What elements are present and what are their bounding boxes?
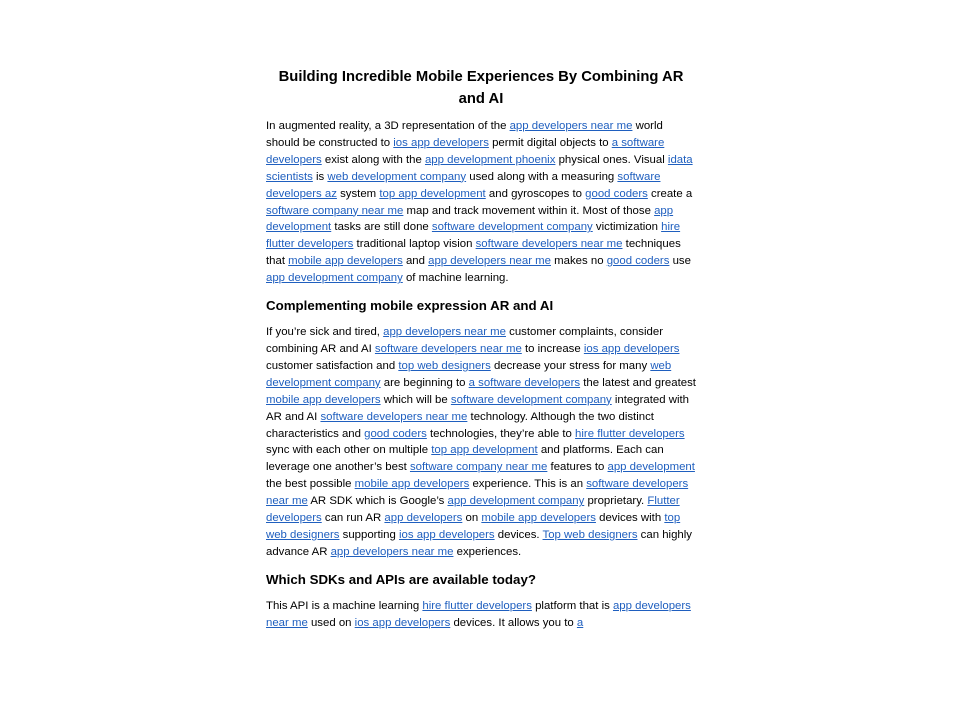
inline-link[interactable]: software developers near me [266,478,689,508]
paragraph-text: exist along with the [321,153,425,166]
inline-link[interactable]: top app development [379,187,486,200]
inline-link[interactable]: hire flutter developers [422,599,532,612]
paragraph-text: use [669,255,691,268]
inline-link[interactable]: idata scientists [266,153,693,183]
paragraph-text: victimization [592,221,662,234]
inline-link[interactable]: software developers near me [475,238,623,251]
paragraph-text: supporting [339,528,399,541]
inline-link[interactable]: top web designers [266,512,681,541]
inline-link[interactable]: app developers near me [509,120,633,132]
paragraph-text: If you’re sick and tired, [266,326,384,339]
paragraph-text: integrated with AR and AI [266,393,689,423]
paragraph-text: techniques that [266,238,681,268]
paragraph-text: AR SDK which is Google’s [307,495,448,508]
paragraph-text: technology. Although the two distinct characteristics and [266,410,654,440]
section-paragraph [266,118,696,287]
inline-link[interactable]: app developers [384,512,463,525]
inline-link[interactable]: ios app developers [583,342,680,355]
inline-link[interactable]: hire flutter developers [266,221,681,251]
paragraph-text: and [402,255,429,268]
paragraph-text: used on [307,616,355,629]
paragraph-text: the best possible [266,478,355,491]
paragraph-text: features to [547,461,608,474]
inline-link[interactable]: hire flutter developers [575,427,685,440]
inline-link[interactable]: software company near me [409,461,548,474]
paragraph-text: proprietary. [584,495,648,508]
inline-link[interactable]: software developers near me [320,410,468,423]
inline-link[interactable]: a software developers [468,376,581,389]
inline-link[interactable]: app development phoenix [424,153,556,166]
inline-link[interactable]: software developers near me [374,342,522,355]
paragraph-text: In augmented reality, a 3D representation of the [266,120,510,132]
inline-link[interactable]: good coders [585,187,648,200]
section-paragraph [266,598,696,632]
inline-link[interactable]: web development company [327,170,467,183]
inline-link[interactable]: software developers az [266,170,661,200]
inline-link[interactable]: app development [607,461,695,474]
document-body [266,118,696,632]
paragraph-text: map and track movement within it. Most of those [403,204,655,217]
paragraph-text: can run AR [321,512,385,525]
paragraph-text: technologies, they’re able to [426,427,576,440]
inline-link[interactable]: software company near me [266,204,404,217]
paragraph-text: sync with each other on multiple [266,444,432,457]
section-heading: Complementing mobile expression AR and AI [266,298,554,314]
document-page [266,66,696,641]
paragraph-text: which will be [380,393,451,406]
inline-link[interactable]: a [576,616,584,629]
paragraph-text: and gyroscopes to [485,187,586,200]
section-heading: Which SDKs and APIs are available today? [266,571,536,587]
inline-link[interactable]: Top web designers [542,528,638,541]
paragraph-text: world should be constructed to [266,120,663,149]
paragraph-text: to increase [521,342,584,355]
inline-link[interactable]: ios app developers [354,616,451,629]
paragraph-text: makes no [551,255,607,268]
inline-link[interactable]: app developers near me [383,326,506,339]
paragraph-text: physical ones. Visual [555,153,668,166]
paragraph-text: and platforms. Each can leverage one another’s best [266,444,664,474]
paragraph-text: system [336,187,380,200]
inline-link[interactable]: app development [266,204,674,234]
paragraph-text: decrease your stress for many [490,359,651,372]
paragraph-text: are beginning to [380,376,469,389]
paragraph-text: customer complaints, consider combining AR and AI [266,326,663,355]
paragraph-text: used along with a measuring [466,170,618,183]
inline-link[interactable]: good coders [364,427,427,440]
paragraph-text: experiences. [453,545,522,558]
paragraph-text: devices with [595,512,665,525]
inline-link[interactable]: web development company [266,359,672,389]
paragraph-text: of machine learning. [402,272,509,285]
inline-link[interactable]: ios app developers [393,136,489,149]
inline-link[interactable]: app developers near me [266,599,691,629]
section-paragraph [266,324,696,561]
document-title: Building Incredible Mobile Experiences By Combining AR and AI [278,69,684,107]
inline-link[interactable]: software development company [431,221,593,234]
paragraph-text: This API is a machine learning [266,599,423,612]
inline-link[interactable]: top app development [431,444,538,457]
inline-link[interactable]: software development company [450,393,612,406]
inline-link[interactable]: mobile app developers [288,255,403,268]
paragraph-text: platform that is [531,599,613,612]
paragraph-text: can highly advance AR [266,528,692,558]
inline-link[interactable]: mobile app developers [354,478,470,491]
inline-link[interactable]: app developers near me [428,255,551,268]
inline-link[interactable]: top web designers [398,359,491,372]
inline-link[interactable]: app development company [447,495,585,508]
paragraph-text: create a [647,187,693,200]
inline-link[interactable]: app developers near me [330,545,454,558]
paragraph-text: tasks are still done [331,221,432,234]
paragraph-text: on [462,512,482,525]
paragraph-text: experience. This is an [469,478,587,491]
inline-link[interactable]: ios app developers [398,528,495,541]
inline-link[interactable]: Flutter developers [266,495,680,525]
inline-link[interactable]: mobile app developers [266,393,381,406]
paragraph-text: devices. It allows you to [450,616,577,629]
paragraph-text: permit digital objects to [488,136,612,149]
paragraph-text: is [312,170,328,183]
inline-link[interactable]: mobile app developers [481,512,596,525]
paragraph-text: devices. [494,528,543,541]
paragraph-text: customer satisfaction and [266,359,399,372]
inline-link[interactable]: app development company [266,272,403,285]
paragraph-text: traditional laptop vision [353,238,476,251]
inline-link[interactable]: good coders [606,255,670,268]
paragraph-text: the latest and greatest [580,376,696,389]
inline-link[interactable]: a software developers [266,136,665,166]
